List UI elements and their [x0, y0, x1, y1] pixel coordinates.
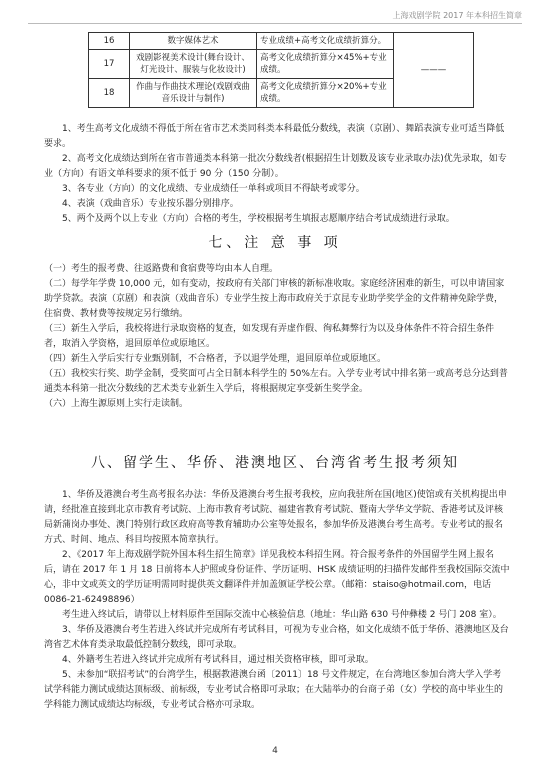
table-cell-major: 数字媒体艺术: [130, 33, 257, 50]
section-7-items: [44, 262, 510, 412]
table-row: [89, 33, 474, 50]
note-paragraph: 4、表演（戏曲音乐）专业按乐器分别排序。: [62, 199, 239, 209]
admission-notes: [44, 122, 510, 227]
majors-table: [88, 32, 474, 108]
notice-item: （五）我校实行奖、助学金制，受奖面可占全日制本科学生的 50%左右。入学专业考试中排名第一或高考总分达到普通类本科第一批次分数线的艺术类专业新生入学后，将根据规定享受新生奖学金。: [44, 369, 508, 394]
table-cell-rule: 专业成绩+高考文化成绩折算分。: [257, 33, 394, 50]
table-cell-major: 戏剧影视美术设计(舞台设计、灯光设计、服装与化妆设计): [130, 50, 257, 79]
page-number: 4: [272, 746, 278, 756]
section-8-paragraph: 2、《2017 年上海戏剧学院外国本科生招生简章》详见我校本科招生网。符合报考条件的外国留学生网上报名后，请在 2017 年 1 月 18 日前将本人护照或身份证件、学历证明、HSK 成绩证明的扫描件发邮件至我校国际交流中心，非中文或英文的学历证明需同时提供英文翻译件并加盖颁证学校公章。（邮箱：staiso@hotmail.com，电话 0086-21-62498896）: [44, 550, 510, 605]
section-8-paragraph: 3、华侨及港澳台考生若进入终试并完成所有考试科目，可视为专业合格，如文化成绩不低于华侨、港澳地区及台湾省艺术体育类录取最低控制分数线，即可录取。: [44, 625, 509, 650]
section-8-paragraph: 考生进入终试后，请带以上材料原件至国际交流中心核验信息（地址：华山路 630 号仲彝楼 2 号门 208 室）。: [62, 610, 502, 620]
notice-item: （一）考生的报考费、往返路费和食宿费等均由本人自理。: [44, 264, 279, 274]
running-header: 上海戏剧学院 2017 年本科招生简章: [28, 10, 522, 24]
note-paragraph: 5、两个及两个以上专业（方向）合格的考生，学校根据考生填报志愿顺序结合考试成绩进行录取。: [62, 214, 455, 224]
section-8-paragraph: 5、未参加“联招考试”的台湾学生，根据教港澳台函〔2011〕18 号文件规定，在台湾地区参加台湾大学入学考试学科能力测试成绩达顶标级、前标级，专业考试合格即可录取；在大陆举办的台商子弟（女）学校的高中毕业生的学科能力测试成绩达均标级，专业考试合格亦可录取。: [44, 670, 504, 710]
notice-item: （六）上海生源原则上实行走读制。: [44, 399, 189, 409]
notice-item: （四）新生入学后实行专业甄别制，不合格者，予以退学处理，退回原单位或原地区。: [44, 354, 387, 364]
section-8-title: 八、留学生、华侨、港澳地区、台湾省考生报考须知: [91, 455, 459, 471]
section-8-paragraph: 1、华侨及港澳台考生高考报名办法：华侨及港澳台考生报考我校，应向我驻所在国(地区)使馆或有关机构提出申请，经批准直接到北京市教育考试院、上海市教育考试院、福建省教育考试院、暨南大学华文学院、香港考试及评核局新蒲岗办事处、澳门特别行政区政府高等教育辅助办公室等处报名，参加华侨及港澳台考生高考。专业考试的报名方式、时间、地点、科目均按照本简章执行。: [44, 490, 507, 545]
note-paragraph: 1、考生高考文化成绩不得低于所在省市艺术类同科类本科最低分数线，表演（京剧）、舞蹈表演专业可适当降低要求。: [44, 124, 505, 149]
table-cell-num: 16: [89, 33, 130, 50]
notice-item: （二）每学年学费 10,000 元，如有变动，按政府有关部门审核的新标准收取。家庭经济困难的新生，可以申请国家助学贷款。表演（京剧）和表演（戏曲音乐）专业学生按上海市政府关于京昆专业助学奖学金的文件精神免除学费，住宿费、教材费等按规定另行缴纳。: [44, 279, 505, 319]
note-paragraph: 3、各专业（方向）的文化成绩、专业成绩任一单科或项目不得缺考或零分。: [62, 184, 365, 194]
table-cell-rule: 高考文化成绩折算分×45%+专业成绩。: [257, 50, 394, 79]
section-7-title: 七、注 意 事 项: [208, 235, 342, 251]
section-8-paragraphs: [44, 488, 510, 713]
table-cell-num: 17: [89, 50, 130, 79]
section-8-paragraph: 4、外籍考生若进入终试并完成所有考试科目，通过相关资格审核，即可录取。: [62, 655, 374, 665]
table-cell-rule: 高考文化成绩折算分×20%+专业成绩。: [257, 79, 394, 108]
table-cell-num: 18: [89, 79, 130, 108]
note-paragraph: 2、高考文化成绩达到所在省市普通类本科第一批次分数线者(根据招生计划数及该专业录取办法)优先录取，如专业（方向）有语文单科要求的须不低于 90 分（150 分制）。: [44, 154, 507, 179]
table-cell-note: ———: [394, 33, 474, 108]
table-cell-major: 作曲与作曲技术理论(戏剧戏曲音乐设计与制作): [130, 79, 257, 108]
notice-item: （三）新生入学后，我校将进行录取资格的复查，如发现有弄虚作假、徇私舞弊行为以及身体条件不符合招生条件者，取消入学资格，退回原单位或原地区。: [44, 324, 495, 349]
